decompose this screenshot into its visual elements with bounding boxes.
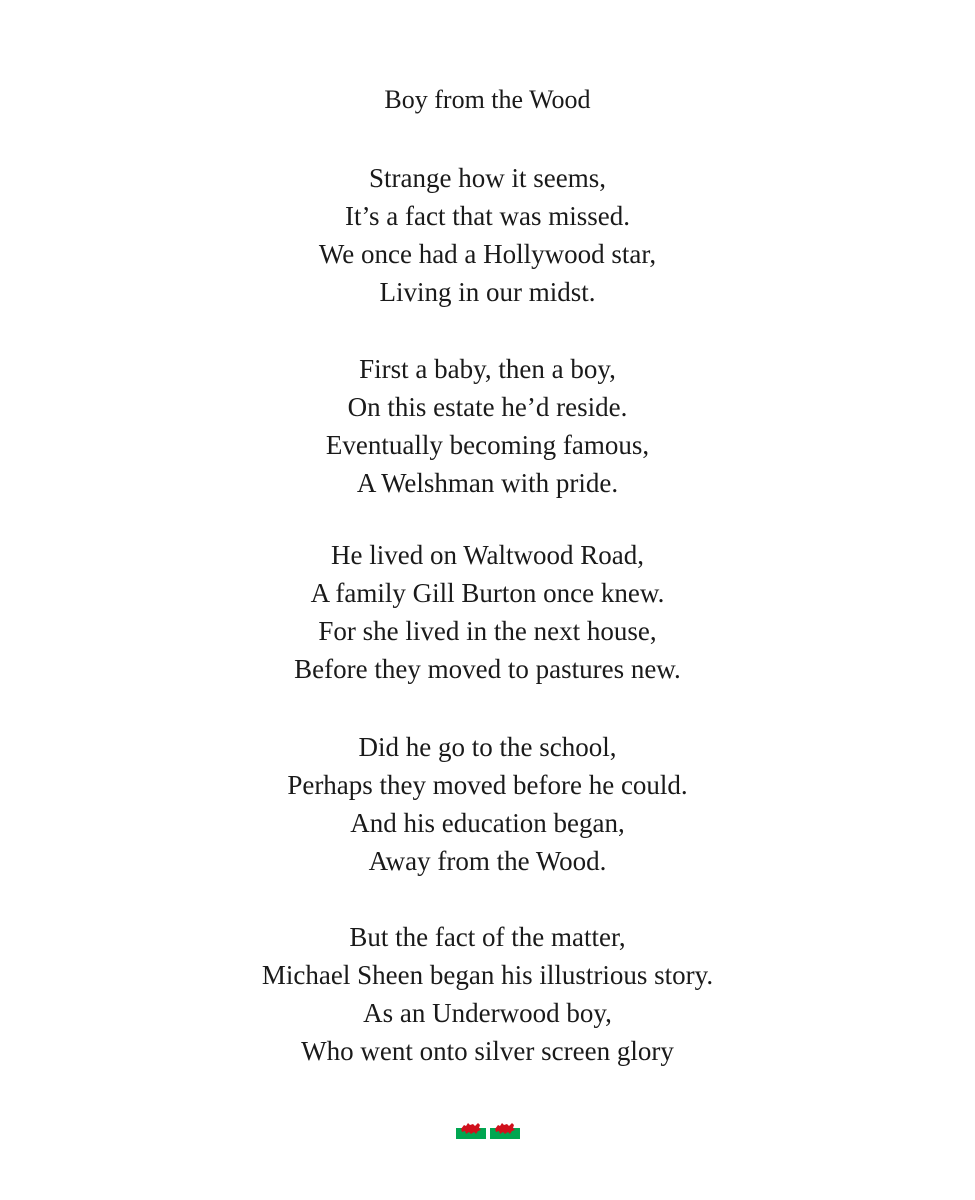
poem-line: First a baby, then a boy, xyxy=(359,354,616,384)
poem-line: Did he go to the school, xyxy=(358,732,617,762)
poem-line: It’s a fact that was missed. xyxy=(345,201,630,231)
poem-line: For she lived in the next house, xyxy=(318,616,657,646)
flag-emojis xyxy=(0,1117,975,1139)
poem-line: Living in our midst. xyxy=(379,277,596,307)
poem-line: He lived on Waltwood Road, xyxy=(330,540,645,570)
poem-line: Michael Sheen began his illustrious story. xyxy=(261,960,714,990)
poem-line: And his education began, xyxy=(350,808,625,838)
stanza-1 xyxy=(0,159,975,311)
stanza-4 xyxy=(0,728,975,880)
poem-line: Eventually becoming famous, xyxy=(325,430,650,460)
poem-line: A Welshman with pride. xyxy=(356,468,619,498)
stanza-2 xyxy=(0,350,975,502)
stanza-3 xyxy=(0,536,975,688)
poem-title: Boy from the Wood xyxy=(384,85,591,114)
poem-line: But the fact of the matter, xyxy=(349,922,626,952)
poem-line: Who went onto silver screen glory xyxy=(301,1036,674,1066)
welsh-flag-icon xyxy=(456,1117,486,1139)
poem-line: On this estate he’d reside. xyxy=(347,392,628,422)
poem-line: We once had a Hollywood star, xyxy=(318,239,657,269)
poem-line: A family Gill Burton once knew. xyxy=(310,578,665,608)
poem-line: Perhaps they moved before he could. xyxy=(287,770,688,800)
poem-line: Before they moved to pastures new. xyxy=(294,654,681,684)
stanza-5 xyxy=(0,918,975,1070)
welsh-flag-icon xyxy=(490,1117,520,1139)
poem-line: Away from the Wood. xyxy=(368,846,607,876)
poem-line: As an Underwood boy, xyxy=(363,998,612,1028)
poem-line: Strange how it seems, xyxy=(369,163,606,193)
